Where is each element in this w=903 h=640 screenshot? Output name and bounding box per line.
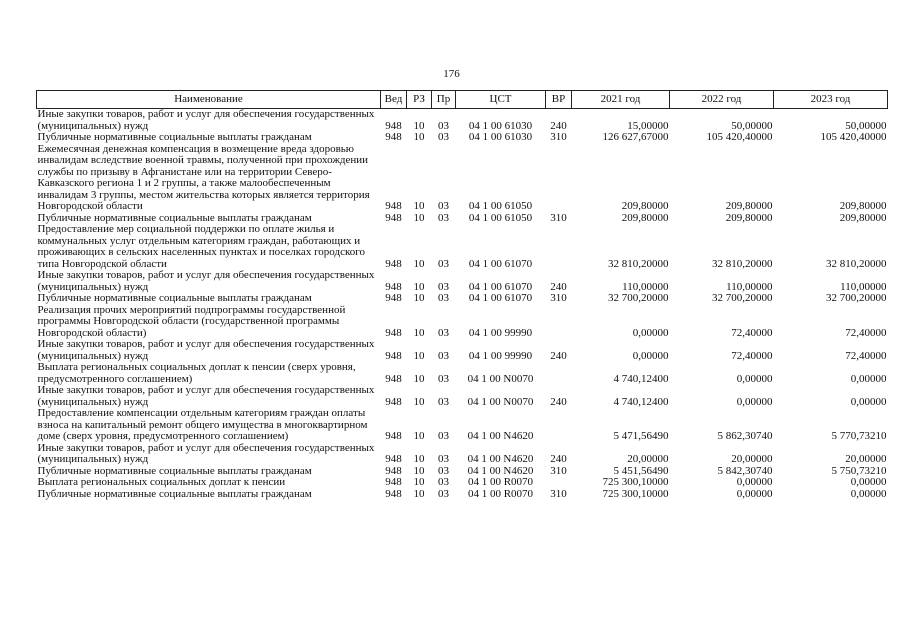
row-amount-2023: 32 700,20000 xyxy=(826,292,887,304)
row-cst: 04 1 00 R0070 xyxy=(467,476,534,488)
row-rz: 10 xyxy=(413,211,425,224)
row-name: Иные закупки товаров, работ и услуг для обеспечения государственных (муниципальных) нужд xyxy=(37,384,375,408)
row-amount-2021: 5 451,56490 xyxy=(613,464,669,477)
row-name: Выплата региональных социальных доплат к пенсии xyxy=(37,476,286,488)
row-pr: 03 xyxy=(438,372,449,385)
row-amount-2022: 32 700,20000 xyxy=(712,292,773,304)
row-rz: 10 xyxy=(413,372,425,385)
row-name: Иные закупки товаров, работ и услуг для обеспечения государственных (муниципальных) нужд xyxy=(37,108,375,132)
row-vr: 310 xyxy=(550,487,567,500)
row-ved: 948 xyxy=(385,280,402,293)
row-rz: 10 xyxy=(413,487,425,500)
table-row xyxy=(37,109,888,133)
row-vr xyxy=(546,224,572,270)
row-ved: 948 xyxy=(385,372,402,385)
row-ved: 948 xyxy=(385,476,402,488)
table-row xyxy=(37,132,888,144)
row-amount-2022: 209,80000 xyxy=(725,200,773,212)
row-cst: 04 1 00 61070 xyxy=(468,292,533,304)
table-row xyxy=(37,144,888,213)
budget-table xyxy=(36,90,888,500)
header-row xyxy=(37,91,888,109)
row-name: Ежемесячная денежная компенсация в возмещение вреда здоровью инвалидам вследствие военной травмы, полученной при прохождении службы по призыву в Афганистане или на территории Северо-Кавказского региона 1 и 2 группы, а также малообеспеченным инвалидам 3 группы, местом жительства которых является территория Новгородской области xyxy=(37,142,370,212)
row-amount-2022: 5 842,30740 xyxy=(717,464,773,477)
table-row xyxy=(37,362,888,385)
header-cst: ЦСТ xyxy=(456,91,546,109)
row-vr: 240 xyxy=(550,453,567,465)
row-name: Выплата региональных социальных доплат к пенсии (сверх уровня, предусмотренного соглашением) xyxy=(37,361,356,385)
row-amount-2021: 209,80000 xyxy=(621,211,669,224)
row-cst: 04 1 00 N4620 xyxy=(467,430,534,442)
row-amount-2022: 32 810,20000 xyxy=(712,257,773,270)
row-pr: 03 xyxy=(438,257,449,270)
row-amount-2022: 105 420,40000 xyxy=(706,131,773,143)
row-amount-2022: 0,00000 xyxy=(736,487,773,500)
row-vr: 240 xyxy=(550,349,567,362)
row-cst: 04 1 00 61050 xyxy=(468,200,533,212)
table-row xyxy=(37,339,888,362)
row-amount-2023: 0,00000 xyxy=(850,372,887,385)
row-amount-2021: 32 810,20000 xyxy=(608,257,669,270)
row-name: Иные закупки товаров, работ и услуг для обеспечения государственных (муниципальных) нужд xyxy=(37,269,375,293)
row-amount-2021: 20,00000 xyxy=(627,453,669,465)
row-ved: 948 xyxy=(385,211,402,224)
row-ved: 948 xyxy=(385,430,402,442)
header-pr: Пр xyxy=(432,91,456,109)
row-vr: 310 xyxy=(550,464,567,477)
row-pr: 03 xyxy=(438,476,449,488)
row-vr: 240 xyxy=(550,280,567,293)
row-pr: 03 xyxy=(438,292,449,304)
row-amount-2021: 209,80000 xyxy=(621,200,669,212)
row-amount-2023: 50,00000 xyxy=(845,119,887,132)
row-pr: 03 xyxy=(438,464,449,477)
row-cst: 04 1 00 N0070 xyxy=(467,395,534,408)
row-cst: 04 1 00 99990 xyxy=(468,326,533,339)
row-amount-2022: 209,80000 xyxy=(725,211,773,224)
row-vr xyxy=(546,408,572,443)
row-cst: 04 1 00 N4620 xyxy=(467,453,534,465)
row-amount-2023: 72,40000 xyxy=(845,326,887,339)
row-name: Публичные нормативные социальные выплаты гражданам xyxy=(37,487,312,500)
row-pr: 03 xyxy=(438,487,449,500)
row-ved: 948 xyxy=(385,487,402,500)
row-name: Предоставление компенсации отдельным категориям граждан оплаты взноса на капитальный ремонт общего имущества в многоквартирном доме (сверх уровня, предусмотренного соглашением) xyxy=(37,407,368,442)
row-cst: 04 1 00 R0070 xyxy=(467,487,534,500)
row-amount-2021: 725 300,10000 xyxy=(602,487,669,500)
row-cst: 04 1 00 61030 xyxy=(468,119,533,132)
row-vr: 310 xyxy=(550,131,567,143)
row-name: Иные закупки товаров, работ и услуг для обеспечения государственных (муниципальных) нужд xyxy=(37,338,375,362)
row-ved: 948 xyxy=(385,200,402,212)
row-amount-2021: 126 627,67000 xyxy=(602,131,669,143)
row-pr: 03 xyxy=(438,430,449,442)
row-amount-2023: 105 420,40000 xyxy=(820,131,887,143)
row-rz: 10 xyxy=(413,326,425,339)
row-amount-2023: 0,00000 xyxy=(850,487,887,500)
row-amount-2023: 5 750,73210 xyxy=(831,464,887,477)
row-rz: 10 xyxy=(413,349,425,362)
row-amount-2022: 0,00000 xyxy=(736,372,773,385)
row-rz: 10 xyxy=(413,395,425,408)
table-row xyxy=(37,305,888,340)
table-row xyxy=(37,489,888,501)
row-pr: 03 xyxy=(438,119,449,132)
table-row xyxy=(37,385,888,408)
row-ved: 948 xyxy=(385,326,402,339)
row-amount-2023: 209,80000 xyxy=(839,200,887,212)
row-ved: 948 xyxy=(385,349,402,362)
row-amount-2022: 20,00000 xyxy=(731,453,773,465)
row-ved: 948 xyxy=(385,119,402,132)
row-rz: 10 xyxy=(413,292,425,304)
row-pr: 03 xyxy=(438,131,449,143)
row-vr xyxy=(546,144,572,213)
row-rz: 10 xyxy=(413,430,425,442)
table-row xyxy=(37,477,888,489)
row-amount-2023: 110,00000 xyxy=(840,280,887,293)
row-cst: 04 1 00 61070 xyxy=(468,257,533,270)
table-row xyxy=(37,443,888,466)
header-rz: РЗ xyxy=(407,91,432,109)
row-pr: 03 xyxy=(438,349,449,362)
row-ved: 948 xyxy=(385,395,402,408)
row-amount-2021: 15,00000 xyxy=(627,119,669,132)
row-amount-2021: 0,00000 xyxy=(632,326,669,339)
row-vr xyxy=(546,362,572,385)
row-name: Публичные нормативные социальные выплаты гражданам xyxy=(37,464,312,477)
row-vr: 240 xyxy=(550,119,567,132)
row-vr: 240 xyxy=(550,395,567,408)
header-vr: ВР xyxy=(546,91,572,109)
row-name: Иные закупки товаров, работ и услуг для обеспечения государственных (муниципальных) нужд xyxy=(37,441,375,465)
row-amount-2023: 32 810,20000 xyxy=(826,257,887,270)
row-cst: 04 1 00 61050 xyxy=(468,211,533,224)
row-amount-2022: 5 862,30740 xyxy=(717,430,773,442)
row-rz: 10 xyxy=(413,464,425,477)
row-rz: 10 xyxy=(413,476,425,488)
row-pr: 03 xyxy=(438,280,449,293)
row-vr: 310 xyxy=(550,211,567,224)
row-amount-2023: 72,40000 xyxy=(845,349,887,362)
table-row xyxy=(37,408,888,443)
row-amount-2021: 5 471,56490 xyxy=(613,430,669,442)
header-2021: 2021 год xyxy=(572,91,670,109)
row-vr: 310 xyxy=(550,292,567,304)
row-rz: 10 xyxy=(413,119,425,132)
row-ved: 948 xyxy=(385,464,402,477)
row-pr: 03 xyxy=(438,453,449,465)
header-name: Наименование xyxy=(37,91,381,109)
row-ved: 948 xyxy=(385,131,402,143)
row-amount-2021: 110,00000 xyxy=(622,280,669,293)
row-amount-2023: 0,00000 xyxy=(850,476,887,488)
row-amount-2022: 0,00000 xyxy=(736,476,773,488)
row-name: Реализация прочих мероприятий подпрограммы государственной программы Новгородской области (государственной программы Новгородской области) xyxy=(37,303,346,339)
row-pr: 03 xyxy=(438,211,449,224)
row-vr xyxy=(546,305,572,340)
row-vr xyxy=(546,477,572,489)
row-amount-2021: 725 300,10000 xyxy=(602,476,669,488)
header-ved: Вед xyxy=(381,91,407,109)
row-ved: 948 xyxy=(385,257,402,270)
row-name: Публичные нормативные социальные выплаты гражданам xyxy=(37,292,312,304)
page-number: 176 xyxy=(443,68,460,80)
row-amount-2021: 4 740,12400 xyxy=(613,395,669,408)
row-pr: 03 xyxy=(438,200,449,212)
row-amount-2022: 0,00000 xyxy=(736,395,773,408)
row-amount-2023: 209,80000 xyxy=(839,211,887,224)
table-row xyxy=(37,224,888,270)
row-name: Публичные нормативные социальные выплаты гражданам xyxy=(37,131,312,143)
table-row xyxy=(37,293,888,305)
row-amount-2021: 0,00000 xyxy=(632,349,669,362)
row-amount-2023: 0,00000 xyxy=(850,395,887,408)
row-amount-2023: 20,00000 xyxy=(845,453,887,465)
row-name: Предоставление мер социальной поддержки по оплате жилья и коммунальных услуг отдельным категориям граждан, работающих и проживающих в сельских населенных пунктах и поселках городского типа Новгородской области xyxy=(37,223,365,270)
row-cst: 04 1 00 99990 xyxy=(468,349,533,362)
row-pr: 03 xyxy=(438,326,449,339)
row-name: Публичные нормативные социальные выплаты гражданам xyxy=(37,211,312,224)
table-row xyxy=(37,270,888,293)
row-cst: 04 1 00 61030 xyxy=(468,131,533,143)
row-amount-2021: 4 740,12400 xyxy=(613,372,669,385)
header-2022: 2022 год xyxy=(670,91,774,109)
row-pr: 03 xyxy=(438,395,449,408)
row-cst: 04 1 00 N4620 xyxy=(467,464,534,477)
header-2023: 2023 год xyxy=(774,91,888,109)
row-rz: 10 xyxy=(413,280,425,293)
row-rz: 10 xyxy=(413,453,425,465)
row-ved: 948 xyxy=(385,292,402,304)
row-cst: 04 1 00 61070 xyxy=(468,280,533,293)
row-amount-2023: 5 770,73210 xyxy=(831,430,887,442)
table-body xyxy=(37,109,888,501)
row-cst: 04 1 00 N0070 xyxy=(467,372,534,385)
row-rz: 10 xyxy=(413,131,425,143)
row-rz: 10 xyxy=(413,257,425,270)
row-amount-2022: 110,00000 xyxy=(726,280,773,293)
row-amount-2022: 72,40000 xyxy=(731,349,773,362)
row-amount-2021: 32 700,20000 xyxy=(608,292,669,304)
row-amount-2022: 72,40000 xyxy=(731,326,773,339)
row-amount-2022: 50,00000 xyxy=(731,119,773,132)
row-rz: 10 xyxy=(413,200,425,212)
row-ved: 948 xyxy=(385,453,402,465)
